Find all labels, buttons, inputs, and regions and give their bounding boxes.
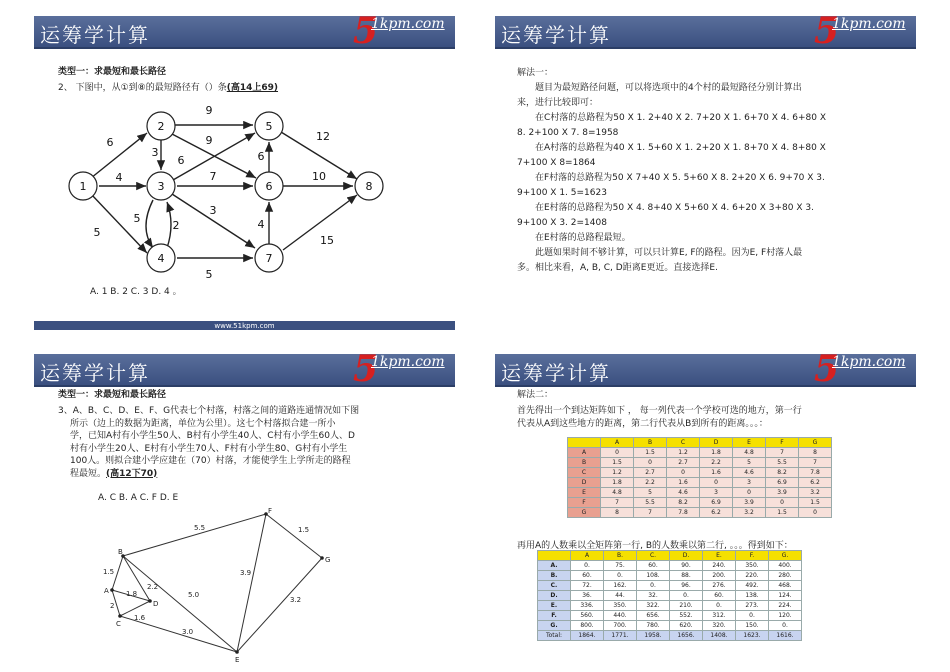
matrix-header-cell: G. [769,551,802,561]
edge-weight: 9 [205,104,213,117]
matrix-cell: 3.9 [733,498,766,508]
matrix-total-cell: 1864. [571,631,604,641]
matrix-cell: 0 [700,478,733,488]
slide-header [34,10,455,52]
matrix-row [538,601,802,611]
matrix-cell: 7 [799,458,832,468]
distance-matrix [567,437,832,518]
logo-text: 1kpm.com [371,354,445,370]
matrix-cell: 468. [769,581,802,591]
matrix-cell: 220. [736,571,769,581]
edge-B-F [123,514,266,556]
logo-text: 1kpm.com [832,354,906,370]
village-graph [90,508,340,668]
node-A [110,588,114,592]
solution-line: 此题如果时间不够计算，可以只计算E, F的路程。因为E, F村落人最 [535,248,803,258]
matrix-cell: 88. [670,571,703,581]
matrix-cell: 440. [604,611,637,621]
matrix-row [538,591,802,601]
matrix-cell: 0. [604,571,637,581]
slide-2 [485,0,950,330]
matrix-cell: 1.6 [667,478,700,488]
matrix-header-cell: C [667,438,700,448]
matrix-header-cell: D [700,438,733,448]
matrix-cell: 7 [634,508,667,518]
matrix-header-row [538,551,802,561]
node-label: 2 [157,120,165,133]
matrix-header-cell: A [571,551,604,561]
matrix-cell: 1.5 [766,508,799,518]
matrix-cell: 4.8 [733,448,766,458]
matrix-cell: 240. [703,561,736,571]
node-label: E [235,656,240,664]
matrix-cell: 780. [637,621,670,631]
matrix-cell: 8.2 [766,468,799,478]
matrix-cell: 0. [637,581,670,591]
matrix-cell: 350. [736,561,769,571]
matrix-cell: 1.8 [700,448,733,458]
brand-logo [353,350,451,390]
matrix-cell: 7 [766,448,799,458]
matrix-cell: 1.2 [601,468,634,478]
question-text [58,82,278,95]
solution-line: 多。相比来看，A, B, C, D距离E更近。直接选择E. [517,263,718,273]
matrix-cell: 322. [637,601,670,611]
matrix-header-cell [568,438,601,448]
question-line: 程最短。 [70,468,107,479]
brand-logo [814,12,912,52]
edge-weight: 1.6 [134,614,146,622]
matrix-cell: 150. [736,621,769,631]
slide-title: 运筹学计算 [40,23,150,47]
matrix-row-header: A. [538,561,571,571]
matrix-header-cell: B [634,438,667,448]
node-label: D [153,600,159,608]
matrix-row [568,488,832,498]
slide-header [495,10,916,52]
node-label: G [325,556,331,564]
solution-line: 8. 2+100 X 7. 8=1958 [517,128,619,138]
matrix-cell: 3.2 [733,508,766,518]
matrix-row [568,508,832,518]
logo-five: 5 [814,348,840,390]
edge-weight: 2.2 [147,583,159,591]
matrix-cell: 60. [703,591,736,601]
edge-weight: 5 [133,212,141,225]
matrix-cell: 162. [604,581,637,591]
matrix-row-header: B. [538,571,571,581]
slide-title: 运筹学计算 [501,361,611,385]
matrix-row [538,561,802,571]
edge-weight: 5 [93,226,101,239]
matrix-total-cell: 1656. [670,631,703,641]
slide-3 [0,338,465,668]
logo-text: 1kpm.com [832,16,906,32]
solution-two-heading: 解法二： [517,390,554,400]
matrix-total-cell: 1616. [769,631,802,641]
matrix-cell: 620. [670,621,703,631]
matrix-cell: 200. [703,571,736,581]
matrix-cell: 0. [736,611,769,621]
question-line: 所示（边上的数据为距离，单位为公里）。这七个村落拟合建一所小 [70,418,336,429]
matrix-cell: 1.2 [667,448,700,458]
edge-weight: 3.2 [290,596,302,604]
node-label: A [104,587,109,595]
matrix-row-header: F [568,498,601,508]
matrix-row-header: C. [538,581,571,591]
paragraph-line: 首先得出一个到达矩阵如下 ， 每一列代表一个学校可选的地方，第一行 [517,406,802,416]
matrix-cell: 320. [703,621,736,631]
matrix-cell: 3 [700,488,733,498]
question-source: (高14上69) [226,83,279,93]
matrix-cell: 72. [571,581,604,591]
matrix-cell: 400. [769,561,802,571]
matrix-cell: 2.2 [634,478,667,488]
matrix-cell: 60. [637,561,670,571]
edge-B-E [123,556,237,652]
matrix-cell: 0 [601,448,634,458]
matrix-total-cell: 1771. [604,631,637,641]
matrix-cell: 32. [637,591,670,601]
edge-weight: 1.8 [126,590,138,598]
matrix-cell: 3.9 [766,488,799,498]
matrix-cell: 108. [637,571,670,581]
question-line: 3、A、B、C、D、E、F、G代表七个村落，村落之间的道路连通情况如下图 [58,406,360,416]
matrix-cell: 4.6 [733,468,766,478]
matrix-row-header: F. [538,611,571,621]
answer-options: A. 1 B. 2 C. 3 D. 4 。 [90,287,182,297]
solution-line: 在A村落的总路程为40 X 1. 5+60 X 1. 2+20 X 1. 8+70 X 4. 8+80 X [535,143,826,153]
slide-4 [485,338,950,668]
node-G [320,556,324,560]
edge-weight: 3.0 [182,628,194,636]
matrix-cell: 8 [601,508,634,518]
matrix-total-cell: 1623. [736,631,769,641]
matrix-row [538,611,802,621]
matrix-cell: 0 [634,458,667,468]
solution-heading: 解法一： [517,68,554,78]
answer-options: A. C B. A C. F D. E [98,493,179,503]
edge-weight: 10 [312,170,326,183]
edge-weight: 7 [209,170,217,183]
logo-five: 5 [353,10,379,52]
question-line: 100人。则拟合建小学应建在（70）村落，才能使学生上学所走的路程 [70,456,351,466]
node-label: 3 [157,180,165,193]
edge-F-G [266,514,322,558]
matrix-caption: 再用A的人数乘以全矩阵第一行, B的人数乘以第二行, 。。。得到如下： [517,541,793,551]
edge-3-7 [172,194,255,248]
node-label: 7 [265,252,273,265]
slide-1 [0,0,465,330]
matrix-cell: 0 [766,498,799,508]
matrix-cell: 5.5 [634,498,667,508]
edge-weight: 5 [205,268,213,281]
matrix-header-cell: F [766,438,799,448]
matrix-cell: 312. [703,611,736,621]
node-D [148,599,152,603]
node-C [118,614,122,618]
matrix-row [568,498,832,508]
question-line: 村有小学生20人、E村有小学生70人、F村有小学生80、G村有小学生 [70,443,348,454]
matrix-header-cell: E. [703,551,736,561]
matrix-cell: 36. [571,591,604,601]
matrix-cell: 124. [769,591,802,601]
edge-weight: 3 [151,146,159,159]
edge-weight: 1.5 [103,568,115,576]
matrix-cell: 336. [571,601,604,611]
node-label: 4 [157,252,165,265]
paragraph-line: 代表从A到这些地方的距离，第二行代表从B到所有的距离。。。： [517,419,768,429]
brand-logo [353,12,451,52]
matrix-cell: 6.9 [700,498,733,508]
slide-header [34,348,455,390]
weighted-matrix [537,550,802,641]
edge-weight: 1.5 [298,526,310,534]
edge-weight: 4 [115,171,123,184]
matrix-cell: 60. [571,571,604,581]
matrix-row [568,478,832,488]
solution-line: 7+100 X 8=1864 [517,158,596,168]
node-label: 6 [265,180,273,193]
edge-weight: 15 [320,234,334,247]
matrix-cell: 656. [637,611,670,621]
edge-weight: 2 [110,602,115,610]
solution-line: 在C村落的总路程为50 X 1. 2+40 X 2. 7+20 X 1. 6+70 X 4. 6+80 X [535,113,826,123]
matrix-cell: 2.7 [667,458,700,468]
matrix-cell: 8 [799,448,832,458]
matrix-cell: 2.2 [700,458,733,468]
slide-footer: www.51kpm.com [34,321,455,330]
matrix-row-header: E. [538,601,571,611]
matrix-cell: 280. [769,571,802,581]
matrix-cell: 75. [604,561,637,571]
matrix-cell: 210. [670,601,703,611]
edge-weight: 12 [316,130,330,143]
matrix-cell: 0 [733,488,766,498]
edge-3-4 [146,200,153,248]
matrix-cell: 2.7 [634,468,667,478]
matrix-cell: 5 [634,488,667,498]
matrix-header-cell: D. [670,551,703,561]
matrix-total-cell: Total: [538,631,571,641]
type-label: 类型一：求最短和最长路径 [58,390,167,400]
edge-weight: 2 [172,219,180,232]
matrix-cell: 1.8 [601,478,634,488]
matrix-total-cell: 1958. [637,631,670,641]
question-source: (高12下70) [106,468,158,479]
node-E [235,650,239,654]
matrix-row-header: E [568,488,601,498]
matrix-cell: 0. [670,591,703,601]
matrix-cell: 4.6 [667,488,700,498]
matrix-cell: 138. [736,591,769,601]
edge-F-E [237,514,266,652]
matrix-row-header: B [568,458,601,468]
matrix-cell: 8.2 [667,498,700,508]
node-label: 5 [265,120,273,133]
matrix-row-header: D. [538,591,571,601]
edge-weight: 3 [209,204,217,217]
matrix-cell: 120. [769,611,802,621]
matrix-header-cell: C. [637,551,670,561]
matrix-cell: 0 [667,468,700,478]
shortest-path-graph [55,98,395,302]
matrix-cell: 1.5 [634,448,667,458]
matrix-row-header: G [568,508,601,518]
matrix-row-header: D [568,478,601,488]
matrix-total-row [538,631,802,641]
matrix-cell: 44. [604,591,637,601]
matrix-cell: 5.5 [766,458,799,468]
logo-five: 5 [814,10,840,52]
matrix-row [538,581,802,591]
question-line: 学，已知A村有小学生50人、B村有小学生40人、C村有小学生60人、D [70,431,355,441]
node-label: F [268,508,273,515]
solution-line: 题目为最短路径问题，可以将选项中的4个村的最短路径分别计算出 [535,83,802,93]
matrix-cell: 96. [670,581,703,591]
logo-text: 1kpm.com [371,16,445,32]
matrix-cell: 273. [736,601,769,611]
type-label: 类型一：求最短和最长路径 [58,67,167,77]
matrix-row [568,448,832,458]
solution-line: 9+100 X 1. 5=1623 [517,188,607,198]
question-text [58,405,438,480]
matrix-cell: 1.5 [799,498,832,508]
matrix-cell: 492. [736,581,769,591]
node-label: 1 [79,180,87,193]
matrix-cell: 0. [703,601,736,611]
matrix-row [538,621,802,631]
slide-title: 运筹学计算 [40,361,150,385]
matrix-cell: 224. [769,601,802,611]
solution-line: 9+100 X 3. 2=1408 [517,218,607,228]
edge-weight: 6 [257,150,265,163]
matrix-cell: 700. [604,621,637,631]
edge-weight: 5.0 [188,591,200,599]
matrix-header-cell: A [601,438,634,448]
solution-line: 在F村落的总路程为50 X 7+40 X 5. 5+60 X 8. 2+20 X 6. 9+70 X 3. [535,173,825,183]
matrix-cell: 6.2 [700,508,733,518]
matrix-cell: 3 [733,478,766,488]
question-prefix: 2、 下图中，从①到⑧的最短路径有（）条 [58,83,227,93]
matrix-row [568,458,832,468]
matrix-row-header: C [568,468,601,478]
matrix-cell: 7.8 [667,508,700,518]
matrix-cell: 5 [733,458,766,468]
matrix-header-cell: E [733,438,766,448]
edge-weight: 6 [177,154,185,167]
matrix-cell: 7.8 [799,468,832,478]
edge-weight: 3.9 [240,569,252,577]
matrix-header-cell: B. [604,551,637,561]
solution-one [517,66,937,276]
matrix-cell: 0. [571,561,604,571]
matrix-cell: 800. [571,621,604,631]
matrix-row [568,468,832,478]
matrix-cell: 0. [769,621,802,631]
matrix-row-header: G. [538,621,571,631]
edge-4-3 [167,202,171,248]
matrix-cell: 6.2 [799,478,832,488]
solution-line: 在E村落的总路程为50 X 4. 8+40 X 5+60 X 4. 6+20 X 3+80 X 3. [535,203,814,213]
matrix-total-cell: 1408. [703,631,736,641]
matrix-row-header: A [568,448,601,458]
edge-weight: 5.5 [194,524,206,532]
logo-five: 5 [353,348,379,390]
matrix-row [538,571,802,581]
matrix-cell: 0 [799,508,832,518]
matrix-header-cell: G [799,438,832,448]
matrix-header-cell [538,551,571,561]
solution-line: 来，进行比较即可： [517,98,599,108]
solution-two-text [517,405,937,431]
matrix-cell: 90. [670,561,703,571]
node-label: 8 [365,180,373,193]
edge-weight: 9 [205,134,213,147]
edge-weight: 4 [257,218,265,231]
matrix-cell: 276. [703,581,736,591]
matrix-cell: 560. [571,611,604,621]
matrix-header-cell: F. [736,551,769,561]
matrix-header-row [568,438,832,448]
slide-title: 运筹学计算 [501,23,611,47]
matrix-cell: 6.9 [766,478,799,488]
matrix-cell: 552. [670,611,703,621]
node-label: B [118,548,123,556]
matrix-cell: 1.6 [700,468,733,478]
matrix-cell: 3.2 [799,488,832,498]
solution-line: 在E村落的总路程最短。 [535,233,631,243]
matrix-cell: 7 [601,498,634,508]
slide-header [495,348,916,390]
brand-logo [814,350,912,390]
matrix-cell: 1.5 [601,458,634,468]
node-label: C [116,620,121,628]
matrix-cell: 4.8 [601,488,634,498]
matrix-cell: 350. [604,601,637,611]
edge-weight: 6 [106,136,114,149]
